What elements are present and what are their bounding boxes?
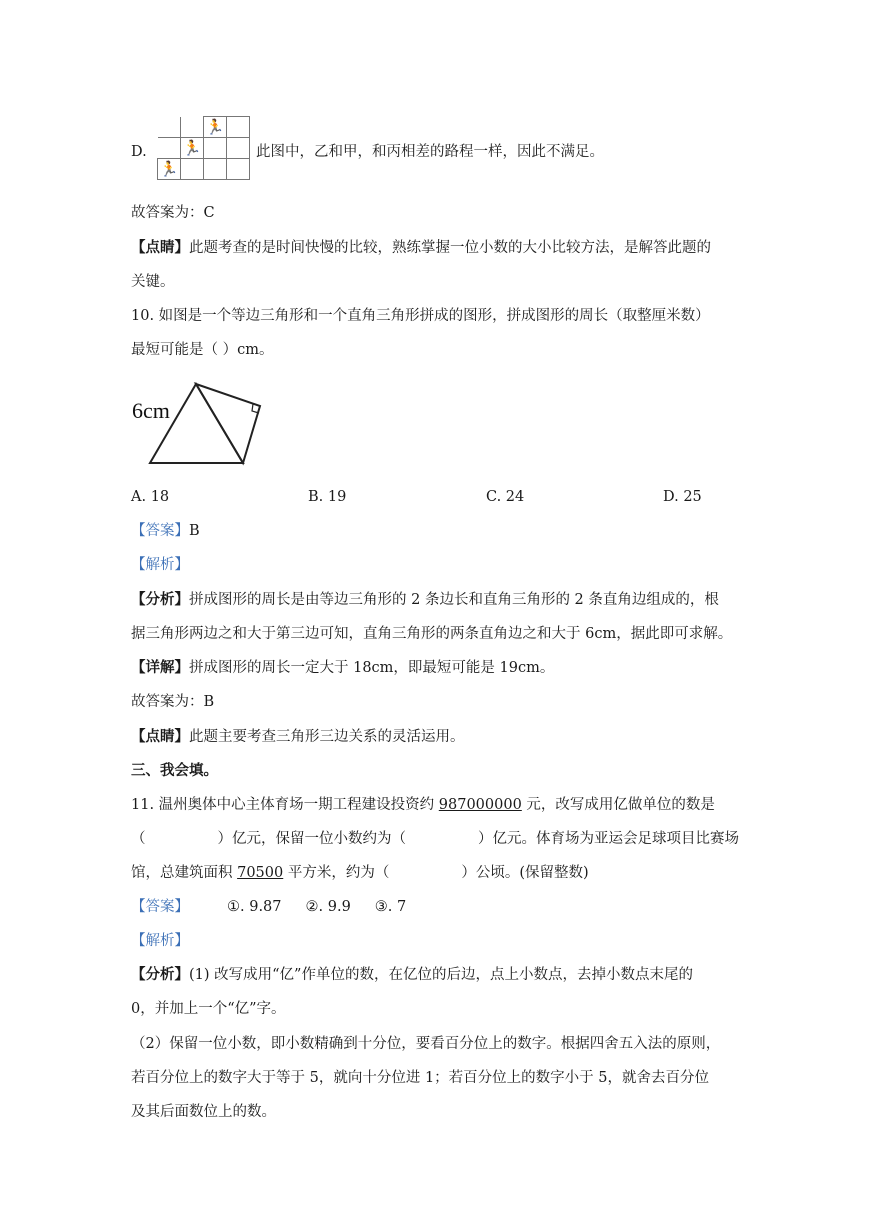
q10-dianjing: 【点睛】此题主要考查三角形三边关系的灵活运用。 bbox=[131, 728, 465, 745]
q11-stem-2: （ ）亿元，保留一位小数约为（ ）亿元。体育场为亚运会足球项目比赛场 bbox=[131, 831, 739, 847]
q11-stem-3: 馆，总建筑面积 70500 平方米，约为（ ）公顷。(保留整数) bbox=[131, 865, 589, 881]
q11-answer-2: ②. 9.9 bbox=[305, 899, 351, 915]
right-triangle bbox=[196, 384, 260, 463]
q10-fenxi-2: 据三角形两边之和大于第三边可知，直角三角形的两条直角边之和大于 6cm，据此即可求解。 bbox=[131, 626, 733, 642]
q11-stem-1: 11. 温州奥体中心主体育场一期工程建设投资约 987000000 元，改写成用亿做单位的数是 bbox=[131, 797, 715, 813]
q11-answer-3: ③. 7 bbox=[374, 899, 407, 915]
answer-value: B bbox=[189, 523, 200, 539]
q10-option-c: C. 24 bbox=[486, 489, 525, 505]
dianjing-1-cont: 关键。 bbox=[131, 274, 175, 290]
section-heading: 三、我会填。 bbox=[131, 762, 218, 779]
q11-fenxi-3: （2）保留一位小数，即小数精确到十分位，要看百分位上的数字。根据四舍五入法的原则， bbox=[131, 1036, 721, 1052]
q10-final-answer: 故答案为：B bbox=[131, 694, 215, 710]
q11-fenxi-1: 【分析】(1) 改写成用“亿”作单位的数，在亿位的后边，点上小数点，去掉小数点末尾的 bbox=[131, 966, 693, 983]
q10-jiexi: 【解析】 bbox=[131, 557, 189, 573]
runner-icon: 🏃 bbox=[158, 159, 181, 180]
q11-jiexi: 【解析】 bbox=[131, 933, 189, 949]
q10-answer bbox=[131, 521, 200, 541]
q11-area-number: 70500 bbox=[237, 865, 284, 881]
q10-option-b: B. 19 bbox=[308, 489, 347, 505]
runner-icon: 🏃 bbox=[181, 138, 204, 159]
q11-investment-number: 987000000 bbox=[438, 797, 522, 813]
dianjing-tag: 【点睛】 bbox=[131, 239, 189, 256]
q10-option-a: A. 18 bbox=[131, 489, 170, 505]
q10-stem-2: 最短可能是（ ）cm。 bbox=[131, 342, 274, 358]
answer-line-c: 故答案为：C bbox=[131, 205, 215, 221]
option-d-label: D. bbox=[131, 144, 147, 160]
q10-fenxi-1: 【分析】拼成图形的周长是由等边三角形的 2 条边长和直角三角形的 2 条直角边组成的，根 bbox=[131, 591, 719, 608]
q11-fenxi-2: 0，并加上一个“亿”字。 bbox=[131, 1001, 286, 1017]
q10-xiangjie: 【详解】拼成图形的周长一定大于 18cm，即最短可能是 19cm。 bbox=[131, 659, 555, 676]
q10-option-d: D. 25 bbox=[663, 489, 702, 505]
q11-fenxi-4: 若百分位上的数字大于等于 5，就向十分位进 1；若百分位上的数字小于 5，就舍去百分位 bbox=[131, 1070, 709, 1086]
option-d-text: 此图中，乙和甲，和丙相差的路程一样，因此不满足。 bbox=[256, 144, 604, 160]
runner-icon: 🏃 bbox=[204, 117, 227, 138]
runner-grid bbox=[157, 116, 250, 180]
q10-stem-1: 10. 如图是一个等边三角形和一个直角三角形拼成的图形，拼成图形的周长（取整厘米数） bbox=[131, 308, 710, 324]
q11-answer-1: ①. 9.87 bbox=[227, 899, 282, 915]
dianjing-1: 【点睛】此题考查的是时间快慢的比较，熟练掌握一位小数的大小比较方法，是解答此题的 bbox=[131, 239, 711, 256]
q11-answer: 【答案】 ①. 9.87 ②. 9.9 ③. 7 bbox=[131, 899, 407, 915]
q11-fenxi-5: 及其后面数位上的数。 bbox=[131, 1104, 276, 1120]
figure-label-6cm: 6cm bbox=[132, 398, 170, 423]
triangle-figure bbox=[128, 378, 268, 470]
answer-tag: 【答案】 bbox=[131, 523, 189, 539]
